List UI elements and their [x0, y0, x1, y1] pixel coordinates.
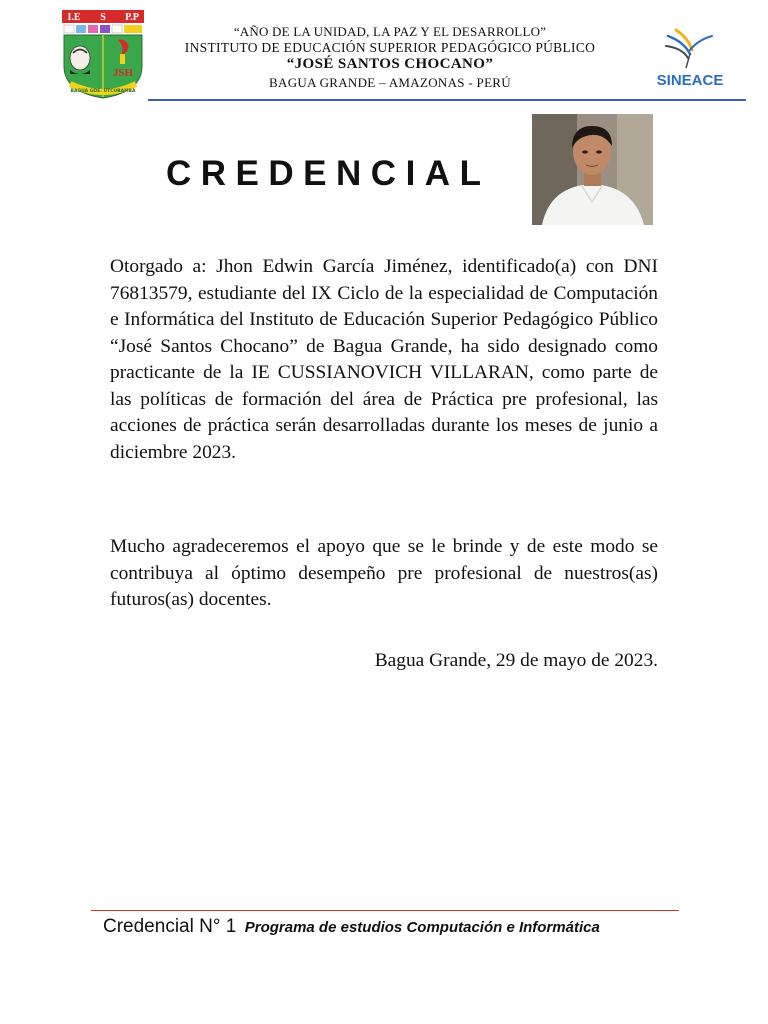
logo-ribbon-text: BAGUA GDE. UTCUBAMBA	[70, 89, 136, 94]
logo-letters-s: S	[100, 12, 106, 23]
logo-letters-pp: P.P	[125, 12, 139, 23]
footer-divider	[91, 910, 679, 911]
logo-monogram: JSH	[112, 67, 134, 79]
paragraph-acknowledgement: Mucho agradeceremos el apoyo que se le brinde y de este modo se contribuya al óptimo desempeño pre profesional de nuestros(as) futuros(as) docentes.	[110, 536, 658, 610]
student-photo	[532, 114, 653, 225]
sineace-bird-icon	[666, 30, 712, 68]
header-motto: “AÑO DE LA UNIDAD, LA PAZ Y EL DESARROLLO”	[233, 24, 547, 39]
document-title: CREDENCIAL	[166, 154, 491, 193]
sineace-logo	[636, 20, 744, 92]
program-name: Programa de estudios Computación e Informática	[244, 919, 600, 936]
place-and-date: Bagua Grande, 29 de mayo de 2023.	[374, 650, 658, 671]
header-divider	[148, 99, 746, 101]
institute-logo	[60, 8, 146, 100]
footer	[103, 916, 600, 938]
logo-letters-ie: I.E	[67, 12, 81, 23]
credential-number: Credencial N° 1	[103, 916, 237, 937]
header-institute-name: “JOSÉ SANTOS CHOCANO”	[286, 56, 494, 72]
sineace-text: SINEACE	[656, 72, 724, 89]
paragraph-credential-details: Otorgado a: Jhon Edwin García Jiménez, identificado(a) con DNI 76813579, estudiante del IX Ciclo de la especialidad de Computación e Informática del Instituto de Educación Superior Pedagógico Público “José Santos Chocano” de Bagua Grande, ha sido designado como practicante de la IE CUSSIANOVICH VILLARAN, como parte de las políticas de formación del área de Práctica pre profesional, las acciones de práctica serán desarrolladas durante los meses de junio a diciembre 2023.	[110, 256, 658, 463]
header-location: BAGUA GRANDE – AMAZONAS - PERÚ	[269, 75, 511, 90]
header-institution: INSTITUTO DE EDUCACIÓN SUPERIOR PEDAGÓGICO PÚBLICO	[184, 40, 596, 55]
